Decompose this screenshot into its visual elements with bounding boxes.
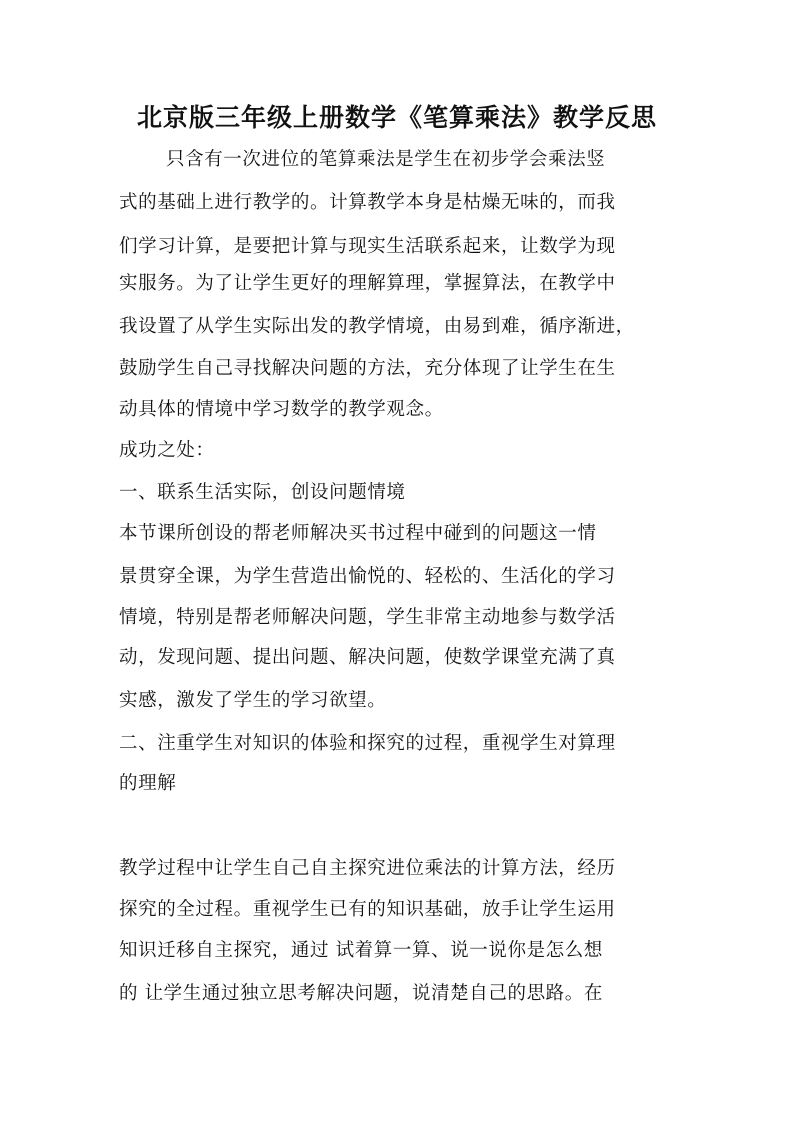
section-heading: 的理解 <box>119 773 177 794</box>
paragraph-line: 探究的全过程。重视学生已有的知识基础，放手让学生运用 <box>119 899 616 920</box>
paragraph-line: 动具体的情境中学习数学的教学观念。 <box>119 399 444 420</box>
paragraph-line: 式的基础上进行教学的。计算教学本身是枯燥无味的，而我 <box>119 192 616 213</box>
paragraph-line: 本节课所创设的帮老师解决买书过程中碰到的问题这一情 <box>119 523 597 544</box>
section-heading: 二、注重学生对知识的体验和探究的过程，重视学生对算理 <box>119 733 616 754</box>
paragraph-line: 情境，特别是帮老师解决问题，学生非常主动地参与数学活 <box>119 607 616 628</box>
paragraph-line: 的 让学生通过独立思考解决问题，说清楚自己的思路。在 <box>119 983 603 1004</box>
paragraph-line: 知识迁移自主探究，通过 试着算一算、说一说你是怎么想 <box>119 940 603 961</box>
paragraph-line: 实服务。为了让学生更好的理解算理，掌握算法，在教学中 <box>119 273 616 294</box>
paragraph-line: 鼓励学生自己寻找解决问题的方法，充分体现了让学生在生 <box>119 358 616 379</box>
paragraph-line: 我设置了从学生实际出发的教学情境，由易到难，循序渐进， <box>119 316 635 337</box>
document-title: 北京版三年级上册数学《笔算乘法》教学反思 <box>136 103 657 132</box>
paragraph-line: 教学过程中让学生自己自主探究进位乘法的计算方法，经历 <box>119 858 616 879</box>
paragraph-line: 景贯穿全课，为学生营造出愉悦的、轻松的、生活化的学习 <box>119 566 616 587</box>
paragraph-line: 实感，激发了学生的学习欲望。 <box>119 690 387 711</box>
paragraph-line: 们学习计算，是要把计算与现实生活联系起来，让数学为现 <box>119 236 616 257</box>
section-heading: 一、联系生活实际，创设问题情境 <box>119 482 406 503</box>
paragraph-line: 只含有一次进位的笔算乘法是学生在初步学会乘法竖 <box>166 149 606 170</box>
paragraph-line: 动，发现问题、提出问题、解决问题，使数学课堂充满了真 <box>119 647 616 668</box>
section-label: 成功之处： <box>119 440 215 461</box>
